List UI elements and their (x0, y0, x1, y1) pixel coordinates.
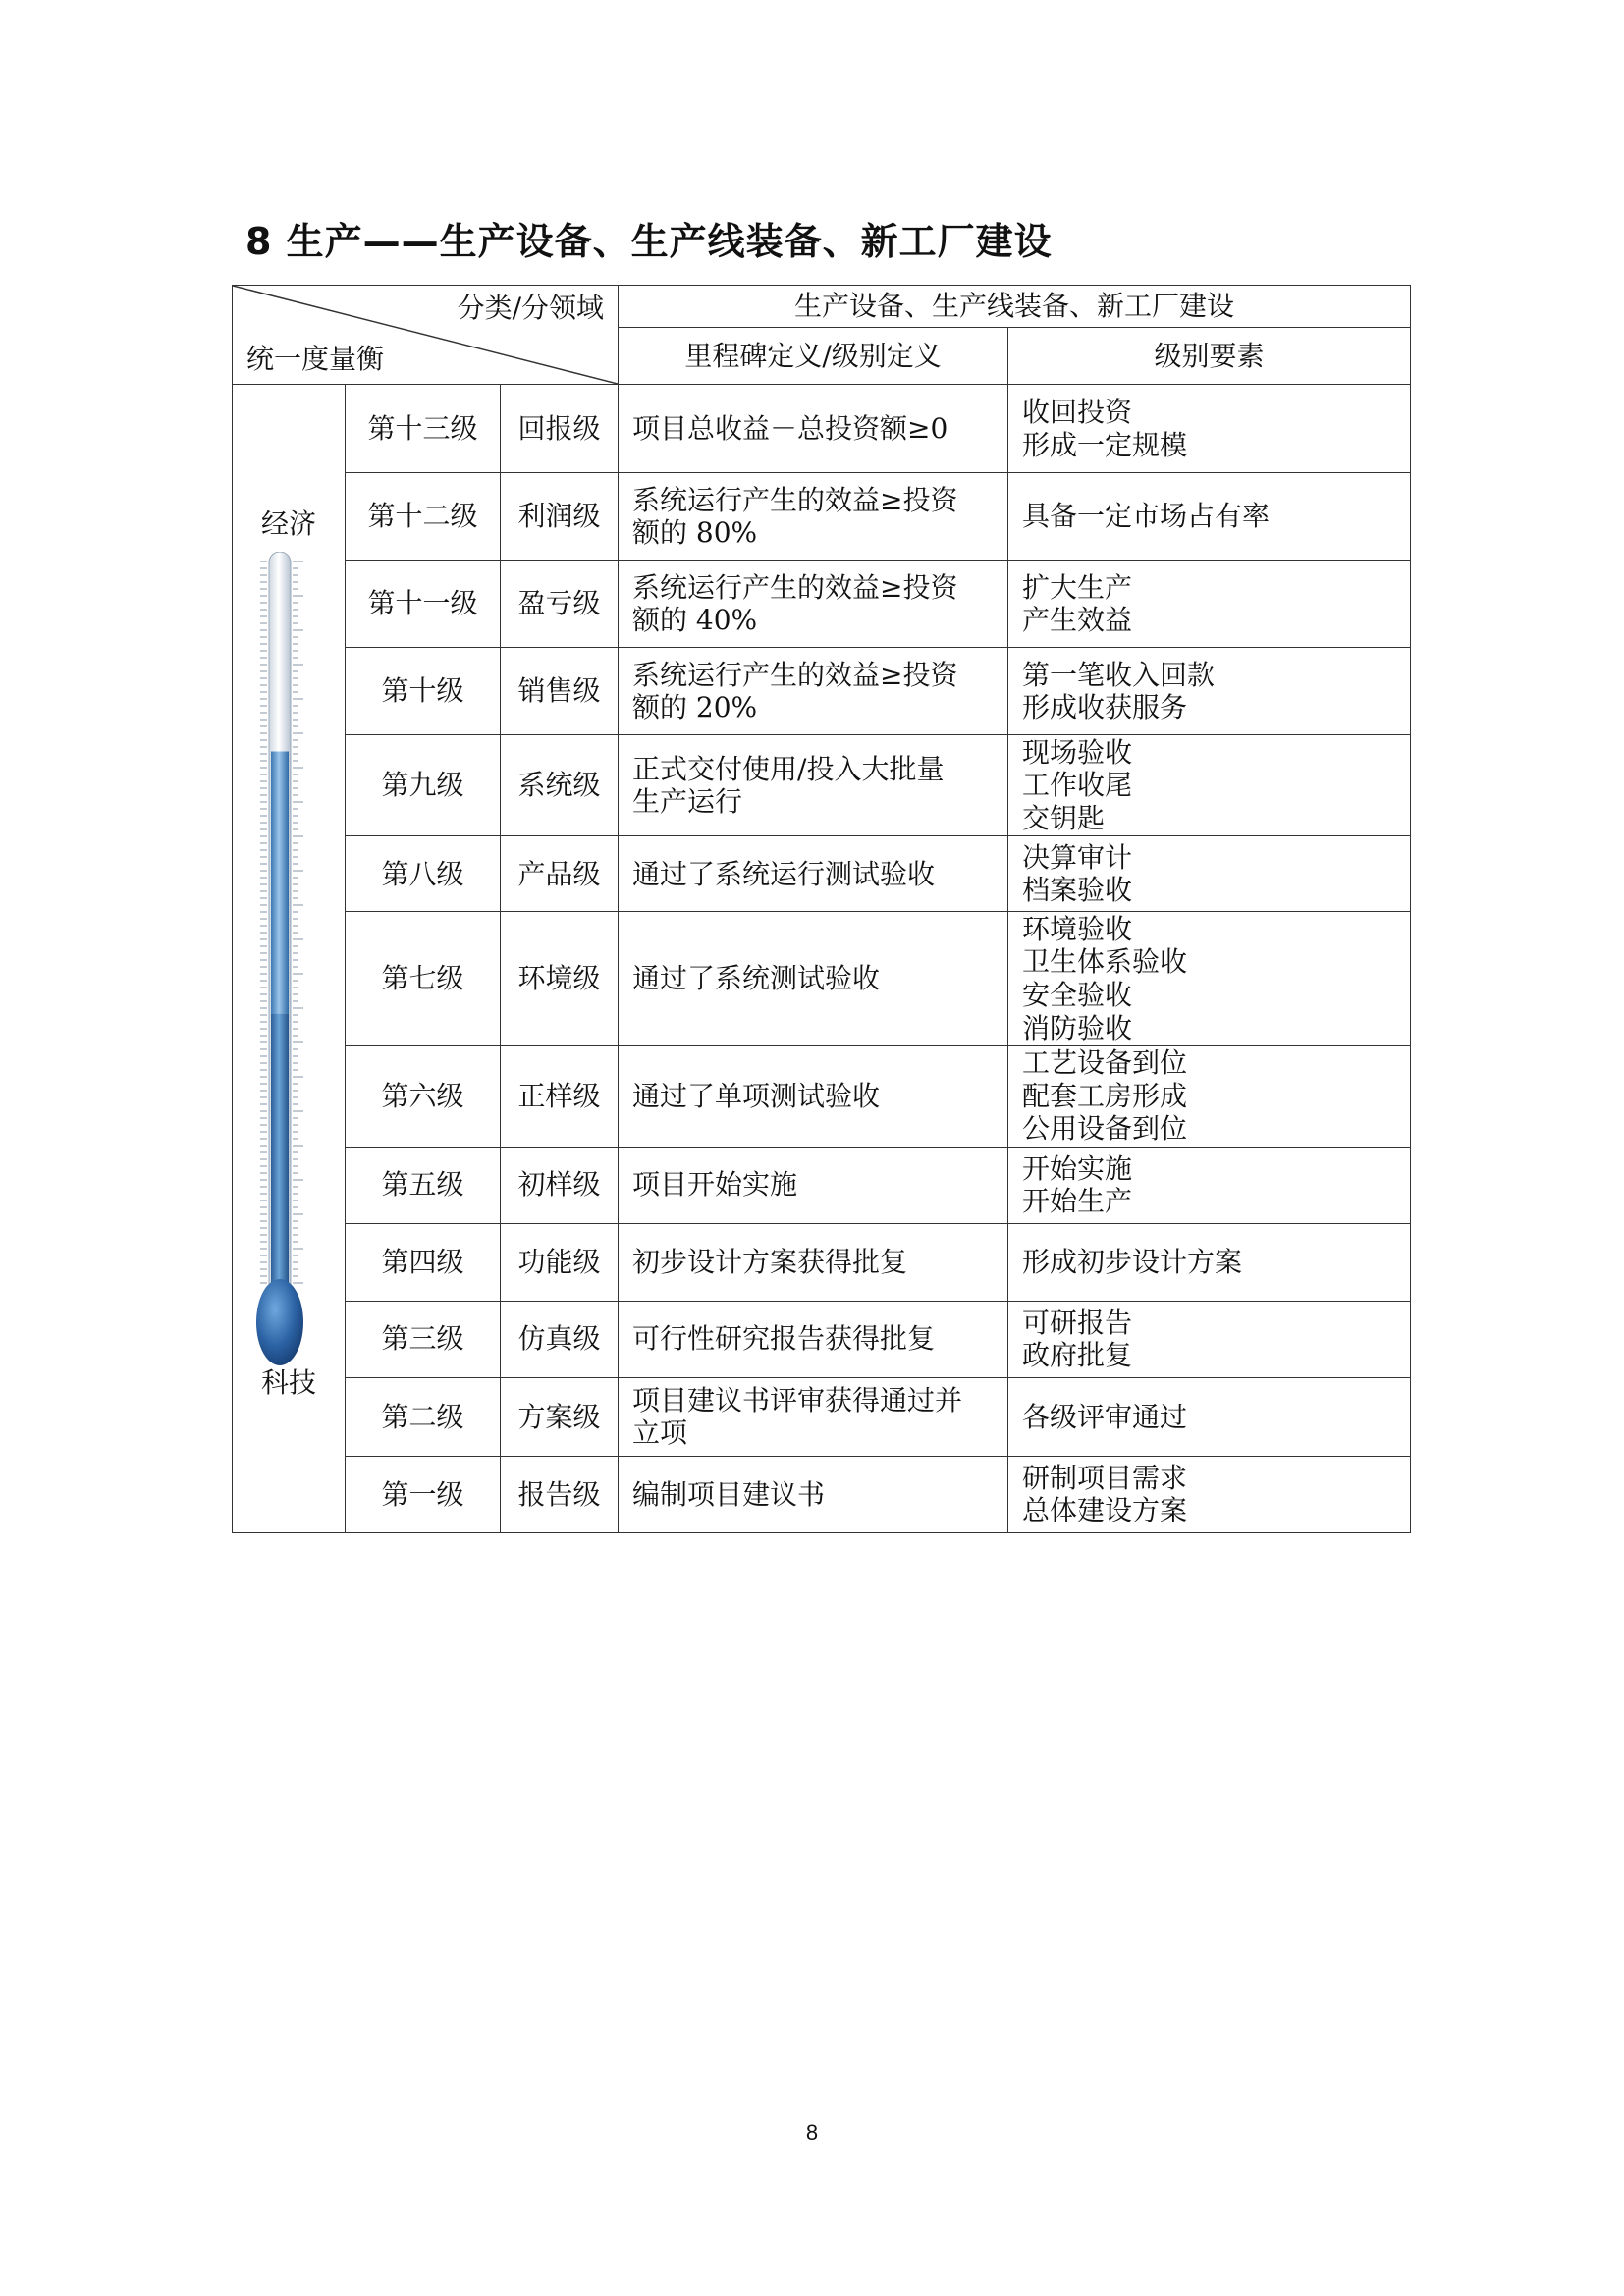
definition-cell (619, 473, 1008, 561)
definition-cell (619, 561, 1008, 648)
level-name-cell: 环境级 (501, 912, 619, 1045)
elements-cell-line: 公用设备到位 (1022, 1112, 1188, 1146)
definition-cell-line: 初步设计方案获得批复 (632, 1245, 908, 1278)
level-cell: 第十级 (346, 648, 501, 735)
definition-cell-line: 系统运行产生的效益≥投资 (632, 483, 958, 516)
elements-cell-line: 第一笔收入回款 (1022, 658, 1216, 691)
elements-cell (1008, 1301, 1411, 1377)
level-cell: 第三级 (346, 1301, 501, 1377)
level-name-cell: 利润级 (501, 473, 619, 561)
elements-cell-line: 环境验收 (1022, 912, 1133, 945)
thermometer-icon (252, 552, 326, 1366)
table-row (233, 1045, 1411, 1147)
header-row-1 (233, 286, 1411, 328)
elements-cell-line: 决算审计 (1022, 840, 1133, 874)
level-name-cell: 功能级 (501, 1223, 619, 1301)
table-row (233, 1147, 1411, 1223)
elements-cell-line: 开始生产 (1022, 1185, 1133, 1218)
definition-cell (619, 1456, 1008, 1532)
level-name-cell: 盈亏级 (501, 561, 619, 648)
level-name-cell: 方案级 (501, 1377, 619, 1456)
elements-cell (1008, 648, 1411, 735)
definition-cell-line: 额的 40% (632, 604, 758, 637)
elements-cell (1008, 735, 1411, 836)
level-cell: 第七级 (346, 912, 501, 1045)
definition-cell (619, 1045, 1008, 1147)
definition-cell-line: 额的 80% (632, 516, 758, 550)
elements-cell-line: 可研报告 (1022, 1306, 1133, 1339)
definition-cell-line: 通过了单项测试验收 (632, 1079, 881, 1112)
table-row (233, 1223, 1411, 1301)
definition-cell-line: 可行性研究报告获得批复 (632, 1322, 936, 1356)
milestone-header: 里程碑定义/级别定义 (619, 328, 1008, 385)
elements-cell-line: 开始实施 (1022, 1151, 1133, 1185)
definition-cell (619, 912, 1008, 1045)
definition-cell-line: 项目建议书评审获得通过并 (632, 1383, 963, 1416)
elements-cell-line: 工作收尾 (1022, 769, 1133, 802)
elements-cell-line: 交钥匙 (1022, 802, 1106, 835)
definition-cell-line: 立项 (632, 1416, 688, 1450)
table-row (233, 912, 1411, 1045)
thermometer-cell (233, 385, 346, 1533)
domain-title-cell: 生产设备、生产线装备、新工厂建设 (619, 286, 1411, 328)
level-cell: 第十三级 (346, 385, 501, 473)
page-number: 8 (805, 2120, 819, 2145)
category-label: 分类/分领域 (457, 292, 605, 324)
level-cell: 第十二级 (346, 473, 501, 561)
definition-cell-line: 生产运行 (632, 785, 743, 819)
elements-cell-line: 扩大生产 (1022, 570, 1133, 604)
definition-cell-line: 编制项目建议书 (632, 1477, 826, 1511)
definition-cell-line: 项目总收益－总投资额≥0 (632, 411, 948, 445)
definition-cell-line: 正式交付使用/投入大批量 (632, 752, 945, 785)
definition-cell-line: 系统运行产生的效益≥投资 (632, 658, 958, 691)
definition-cell (619, 648, 1008, 735)
diagonal-header-cell (233, 286, 619, 385)
definition-cell (619, 1147, 1008, 1223)
table-row (233, 473, 1411, 561)
definition-cell-line: 额的 20% (632, 691, 758, 724)
level-cell: 第四级 (346, 1223, 501, 1301)
elements-cell-line: 现场验收 (1022, 735, 1133, 769)
elements-cell (1008, 473, 1411, 561)
table-row (233, 561, 1411, 648)
elements-cell (1008, 1223, 1411, 1301)
maturity-table (232, 285, 1411, 1533)
level-cell: 第五级 (346, 1147, 501, 1223)
elements-cell-line: 工艺设备到位 (1022, 1046, 1188, 1080)
level-name-cell: 回报级 (501, 385, 619, 473)
level-name-cell: 正样级 (501, 1045, 619, 1147)
elements-cell-line: 总体建设方案 (1022, 1494, 1188, 1527)
level-name-cell: 仿真级 (501, 1301, 619, 1377)
elements-cell (1008, 1377, 1411, 1456)
elements-cell-line: 配套工房形成 (1022, 1079, 1188, 1112)
elements-cell-line: 各级评审通过 (1022, 1400, 1188, 1433)
level-name-cell: 产品级 (501, 836, 619, 912)
elements-cell (1008, 385, 1411, 473)
scale-label: 统一度量衡 (246, 343, 385, 376)
elements-cell (1008, 912, 1411, 1045)
table-row (233, 385, 1411, 473)
definition-cell (619, 735, 1008, 836)
definition-cell-line: 通过了系统测试验收 (632, 962, 881, 995)
definition-cell (619, 1301, 1008, 1377)
table-row (233, 1456, 1411, 1532)
elements-cell (1008, 561, 1411, 648)
level-cell: 第十一级 (346, 561, 501, 648)
elements-cell-line: 卫生体系验收 (1022, 945, 1188, 979)
level-name-cell: 销售级 (501, 648, 619, 735)
technology-label: 科技 (260, 1366, 316, 1399)
definition-cell-line: 项目开始实施 (632, 1168, 798, 1201)
table-row (233, 648, 1411, 735)
definition-cell (619, 385, 1008, 473)
elements-cell (1008, 836, 1411, 912)
elements-header: 级别要素 (1008, 328, 1411, 385)
elements-cell-line: 形成一定规模 (1022, 428, 1188, 461)
elements-cell-line: 具备一定市场占有率 (1022, 500, 1271, 533)
economy-label: 经济 (260, 507, 316, 540)
page-title: 8 生产——生产设备、生产线装备、新工厂建设 (245, 220, 1053, 263)
elements-cell-line: 安全验收 (1022, 978, 1133, 1011)
elements-cell-line: 档案验收 (1022, 874, 1133, 907)
level-cell: 第九级 (346, 735, 501, 836)
definition-cell-line: 系统运行产生的效益≥投资 (632, 570, 958, 604)
level-name-cell: 报告级 (501, 1456, 619, 1532)
definition-cell (619, 1223, 1008, 1301)
definition-cell (619, 836, 1008, 912)
table-row (233, 735, 1411, 836)
elements-cell-line: 产生效益 (1022, 604, 1133, 637)
elements-cell-line: 收回投资 (1022, 395, 1133, 428)
elements-cell (1008, 1147, 1411, 1223)
level-name-cell: 初样级 (501, 1147, 619, 1223)
level-cell: 第八级 (346, 836, 501, 912)
elements-cell (1008, 1456, 1411, 1532)
elements-cell-line: 形成收获服务 (1022, 691, 1188, 724)
elements-cell-line: 政府批复 (1022, 1339, 1133, 1372)
elements-cell-line: 研制项目需求 (1022, 1461, 1188, 1494)
elements-cell-line: 消防验收 (1022, 1011, 1133, 1044)
table-row (233, 1301, 1411, 1377)
elements-cell (1008, 1045, 1411, 1147)
elements-cell-line: 形成初步设计方案 (1022, 1245, 1243, 1278)
table-row (233, 1377, 1411, 1456)
definition-cell-line: 通过了系统运行测试验收 (632, 857, 936, 890)
definition-cell (619, 1377, 1008, 1456)
level-name-cell: 系统级 (501, 735, 619, 836)
level-cell: 第二级 (346, 1377, 501, 1456)
level-cell: 第六级 (346, 1045, 501, 1147)
level-cell: 第一级 (346, 1456, 501, 1532)
table-row (233, 836, 1411, 912)
